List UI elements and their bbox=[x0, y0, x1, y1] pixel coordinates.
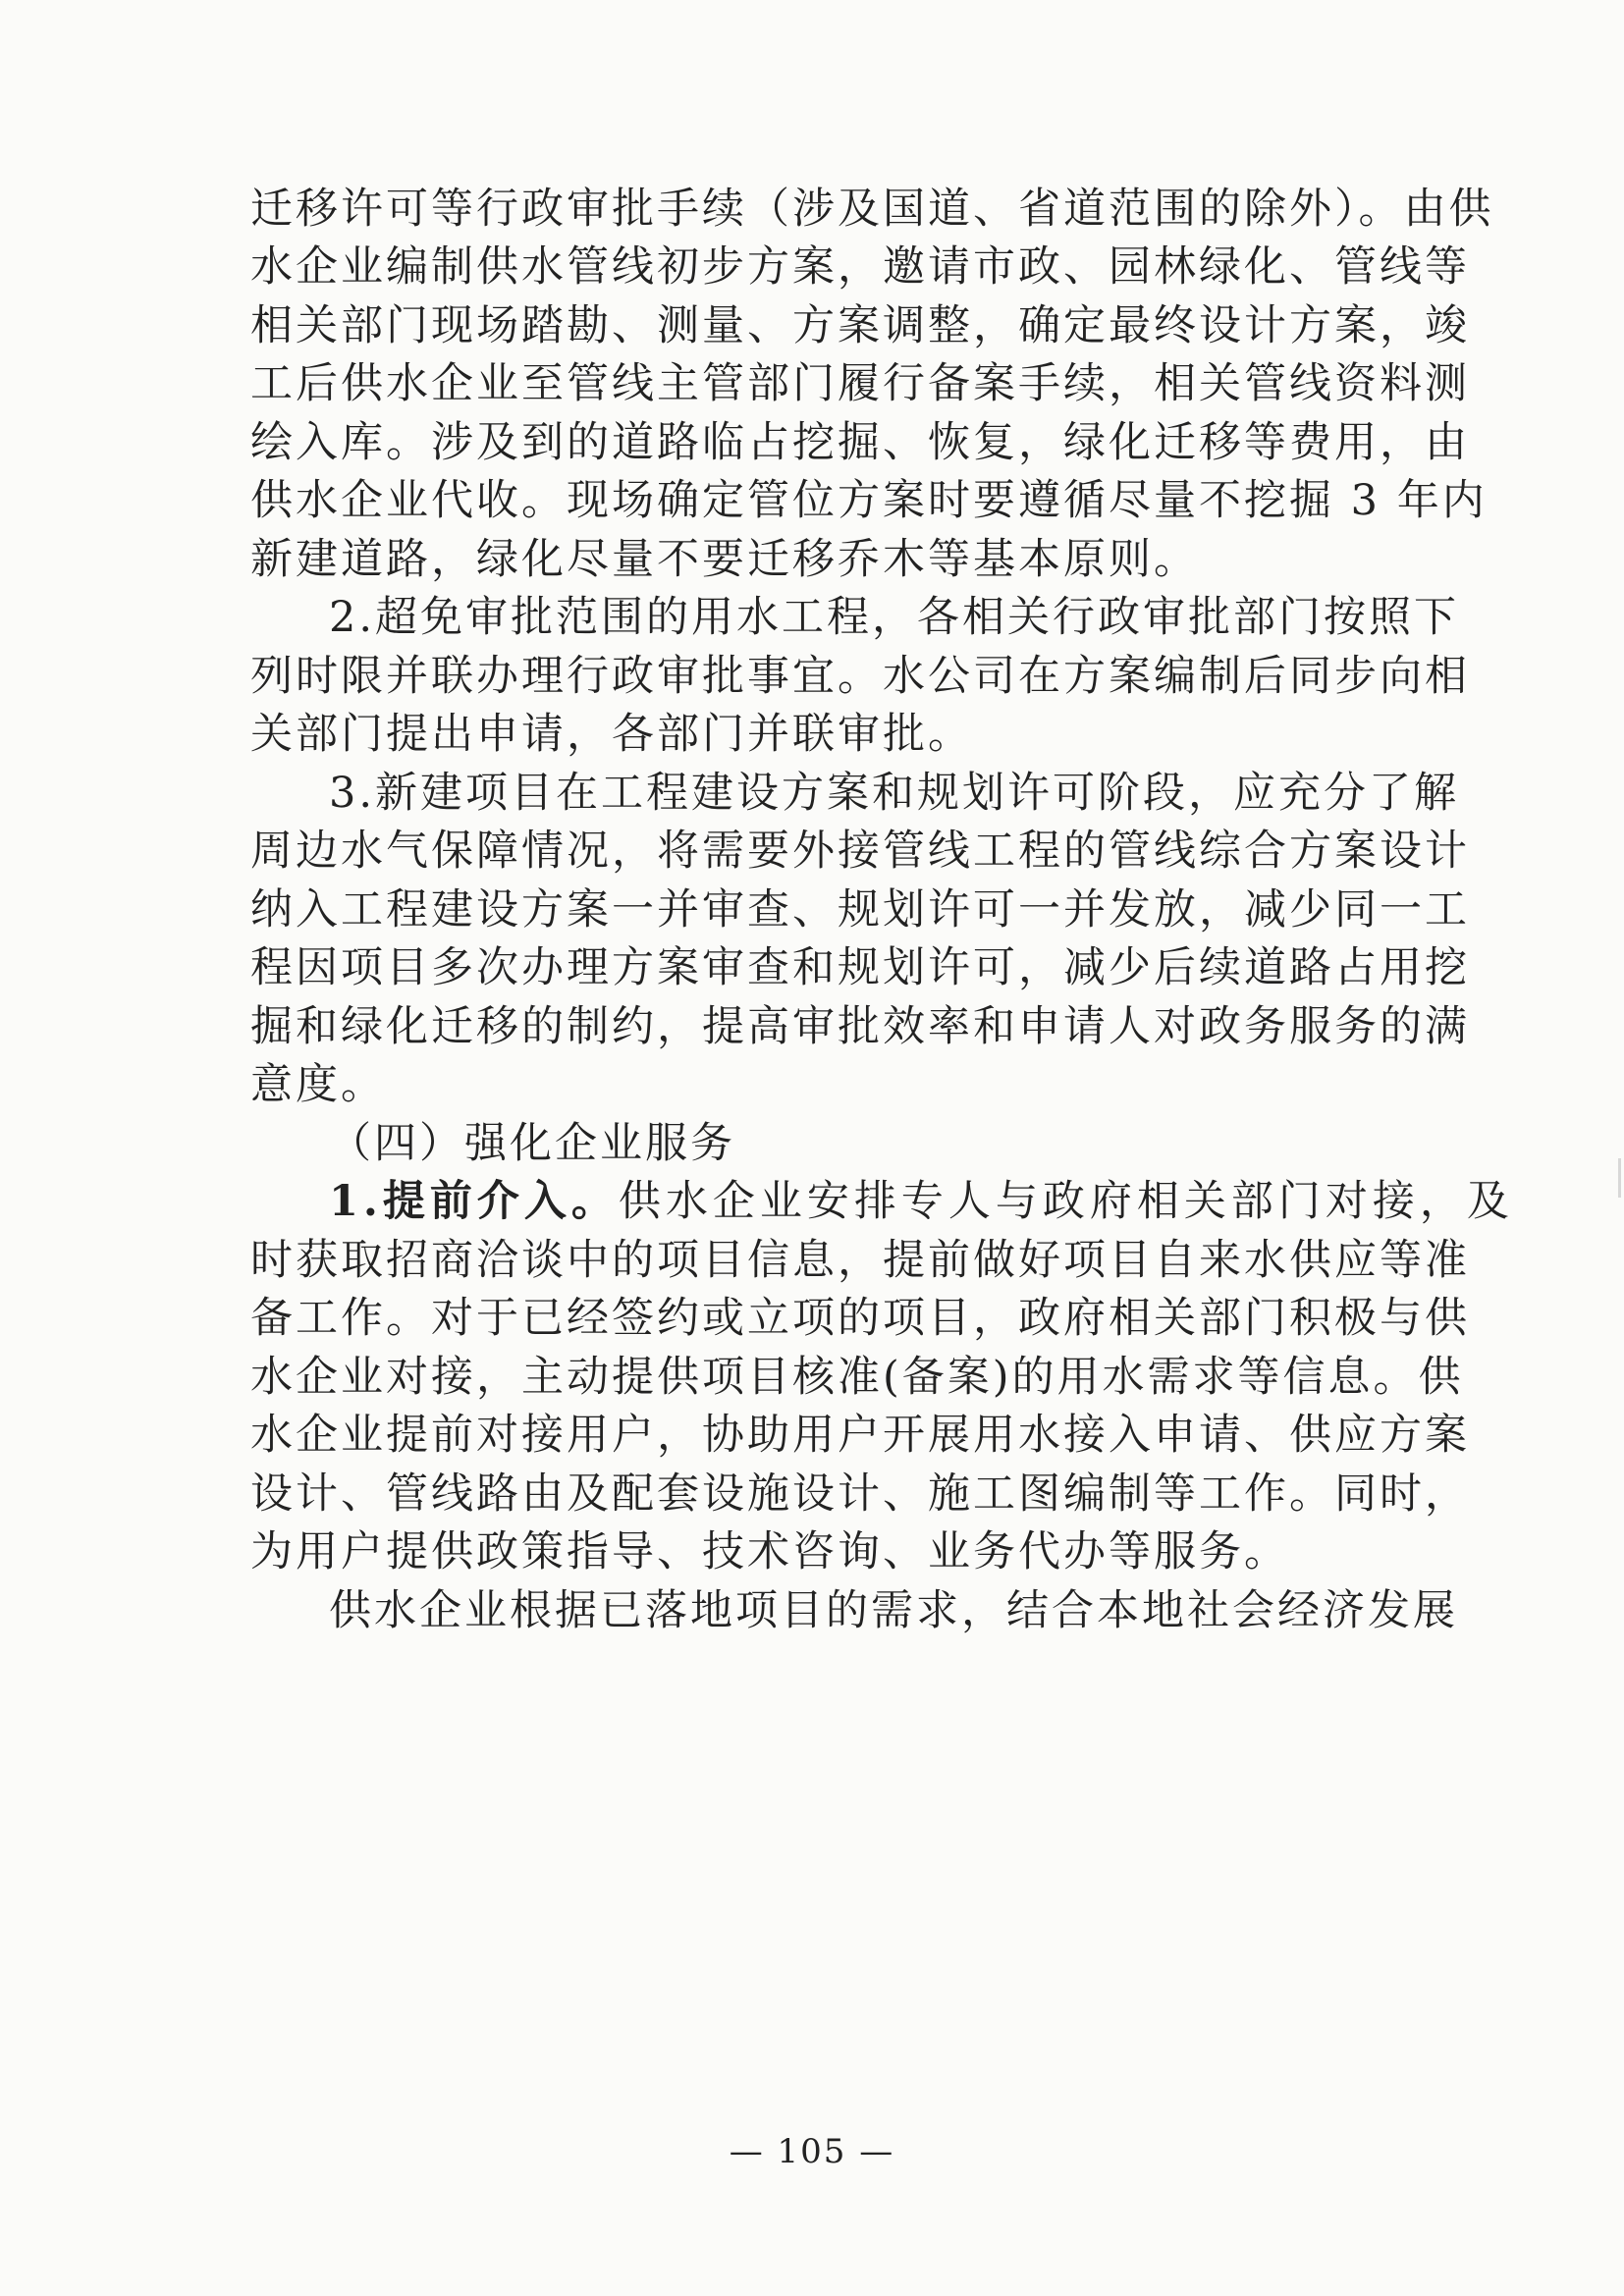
text-line: 纳入工程建设方案一并审查、规划许可一并发放，减少同一工 bbox=[250, 885, 1470, 934]
text-line: 迁移许可等行政审批手续（涉及国道、省道范围的除外）。由供 bbox=[250, 185, 1494, 234]
text-line: 2.超免审批范围的用水工程，各相关行政审批部门按照下 bbox=[329, 593, 1460, 642]
text-line: 新建道路，绿化尽量不要迁移乔木等基本原则。 bbox=[250, 535, 1199, 584]
text-line: 供水企业代收。现场确定管位方案时要遵循尽量不挖掘 3 年内 bbox=[250, 476, 1488, 525]
text-line: 3.新建项目在工程建设方案和规划许可阶段，应充分了解 bbox=[329, 769, 1460, 818]
scan-edge-mark bbox=[1618, 1158, 1621, 1198]
text-line: 掘和绿化迁移的制约，提高审批效率和申请人对政务服务的满 bbox=[250, 1002, 1470, 1051]
text-line: 列时限并联办理行政审批事宜。水公司在方案编制后同步向相 bbox=[250, 652, 1470, 701]
text-line: 水企业对接，主动提供项目核准(备案)的用水需求等信息。供 bbox=[250, 1353, 1464, 1402]
text-line: 水企业提前对接用户，协助用户开展用水接入申请、供应方案 bbox=[250, 1411, 1470, 1460]
section-heading: （四）强化企业服务 bbox=[329, 1119, 735, 1168]
text-line: 意度。 bbox=[250, 1060, 386, 1109]
text-line bbox=[329, 1172, 1514, 1231]
text-line: 水企业编制供水管线初步方案，邀请市政、园林绿化、管线等 bbox=[250, 242, 1470, 292]
text-line: 程因项目多次办理方案审查和规划许可，减少后续道路占用挖 bbox=[250, 943, 1470, 992]
text-line: 备工作。对于已经签约或立项的项目，政府相关部门积极与供 bbox=[250, 1294, 1470, 1343]
page-number: — 105 — bbox=[729, 2132, 895, 2171]
bold-lead: 1.提前介入。 bbox=[329, 1177, 619, 1226]
text-line: 相关部门现场踏勘、测量、方案调整，确定最终设计方案，竣 bbox=[250, 301, 1470, 350]
text-line: 绘入库。涉及到的道路临占挖掘、恢复，绿化迁移等费用，由 bbox=[250, 418, 1470, 467]
text-line: 关部门提出申请，各部门并联审批。 bbox=[250, 710, 973, 759]
text-line: 为用户提供政策指导、技术咨询、业务代办等服务。 bbox=[250, 1527, 1289, 1576]
text-line-rest: 供水企业安排专人与政府相关部门对接，及 bbox=[618, 1177, 1514, 1226]
text-line: 时获取招商洽谈中的项目信息，提前做好项目自来水供应等准 bbox=[250, 1236, 1470, 1285]
text-line: 工后供水企业至管线主管部门履行备案手续，相关管线资料测 bbox=[250, 359, 1470, 408]
text-line: 设计、管线路由及配套设施设计、施工图编制等工作。同时， bbox=[250, 1469, 1470, 1519]
text-line: 供水企业根据已落地项目的需求，结合本地社会经济发展 bbox=[329, 1586, 1458, 1635]
text-line: 周边水气保障情况，将需要外接管线工程的管线综合方案设计 bbox=[250, 827, 1470, 876]
